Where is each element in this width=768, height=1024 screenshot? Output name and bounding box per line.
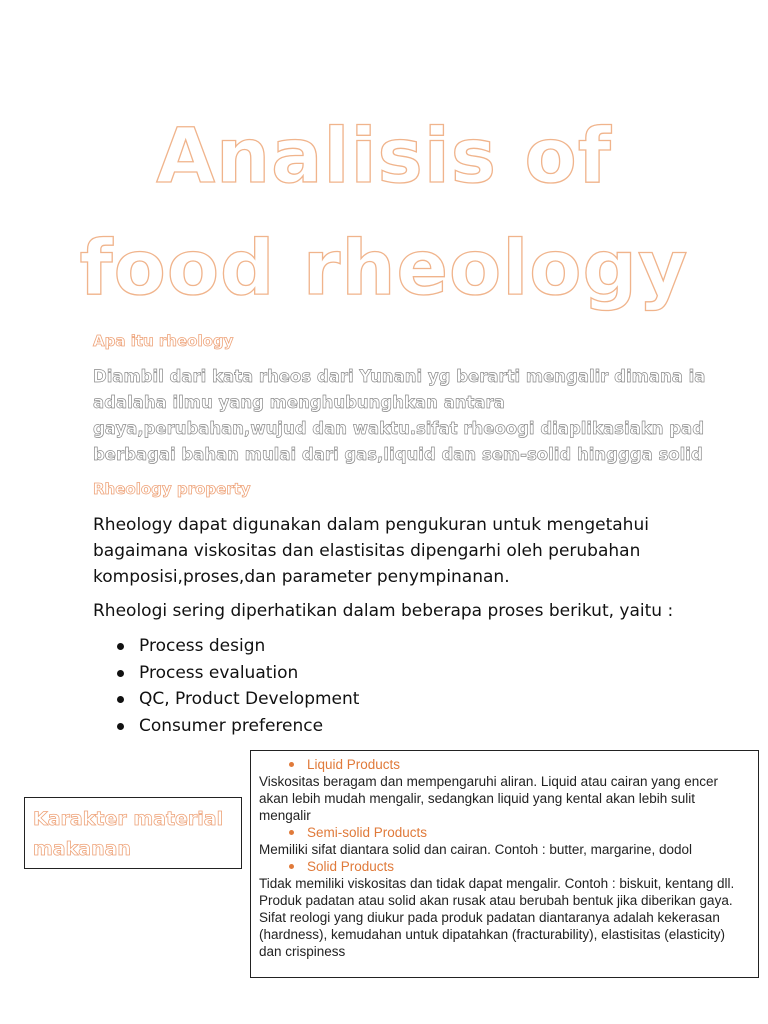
semi-solid-products-heading: Semi-solid Products [259, 824, 750, 841]
list-item: Consumer preference [117, 713, 359, 740]
liquid-products-heading: Liquid Products [259, 756, 750, 773]
rheology-property-paragraph: Rheology dapat digunakan dalam pengukuran untuk mengetahui bagaimana viskositas dan elastisitas dipengarhi oleh perubahan komposisi,proses,dan parameter penympinanan. [93, 515, 649, 587]
semi-solid-products-text: Memiliki sifat diantara solid dan cairan. Contoh : butter, margarine, dodol [259, 842, 692, 857]
karakter-material-box: Karakter material makanan [24, 797, 242, 869]
solid-products-text: Tidak memiliki viskositas dan tidak dapat mengalir. Contoh : biskuit, kentang dll. Produk padatan atau solid akan rusak atau berubah bentuk jika diberikan gaya. Sifat reologi yang diukur pada produk padatan diantaranya adalah kekerasan (hardness), kemudahan untuk dipatahkan (fracturability), elastisitas (elasticity) dan crispiness [259, 876, 735, 959]
title-line-1: Analisis of [156, 111, 612, 200]
list-item: Process evaluation [117, 660, 359, 687]
list-item: Process design [117, 633, 359, 660]
list-item: QC, Product Development [117, 686, 359, 713]
title-line-2: food rheology [79, 223, 689, 312]
document-title [0, 100, 768, 324]
process-intro-paragraph: Rheologi sering diperhatikan dalam beberapa proses berikut, yaitu : [93, 601, 674, 621]
rheology-definition-paragraph: Diambil dari kata rheos dari Yunani yg berarti mengalir dimana ia adalaha ilmu yang menghubunghkan antara gaya,perubahan,wujud dan waktu.sifat rheoogi diaplikasiakn pad berbagai bahan mulai dari gas,liquid dan sem-solid hinggga solid [93, 367, 706, 464]
product-types-box [250, 750, 759, 978]
process-bullet-list [117, 633, 359, 739]
section-heading-rheology-property: Rheology property [93, 480, 251, 498]
liquid-products-text: Viskositas beragam dan mempengaruhi aliran. Liquid atau cairan yang encer akan lebih mudah mengalir, sedangkan liquid yang kental akan lebih sulit mengalir [259, 774, 719, 823]
section-heading-apa-itu-rheology: Apa itu rheology [93, 332, 234, 350]
solid-products-heading: Solid Products [259, 858, 750, 875]
